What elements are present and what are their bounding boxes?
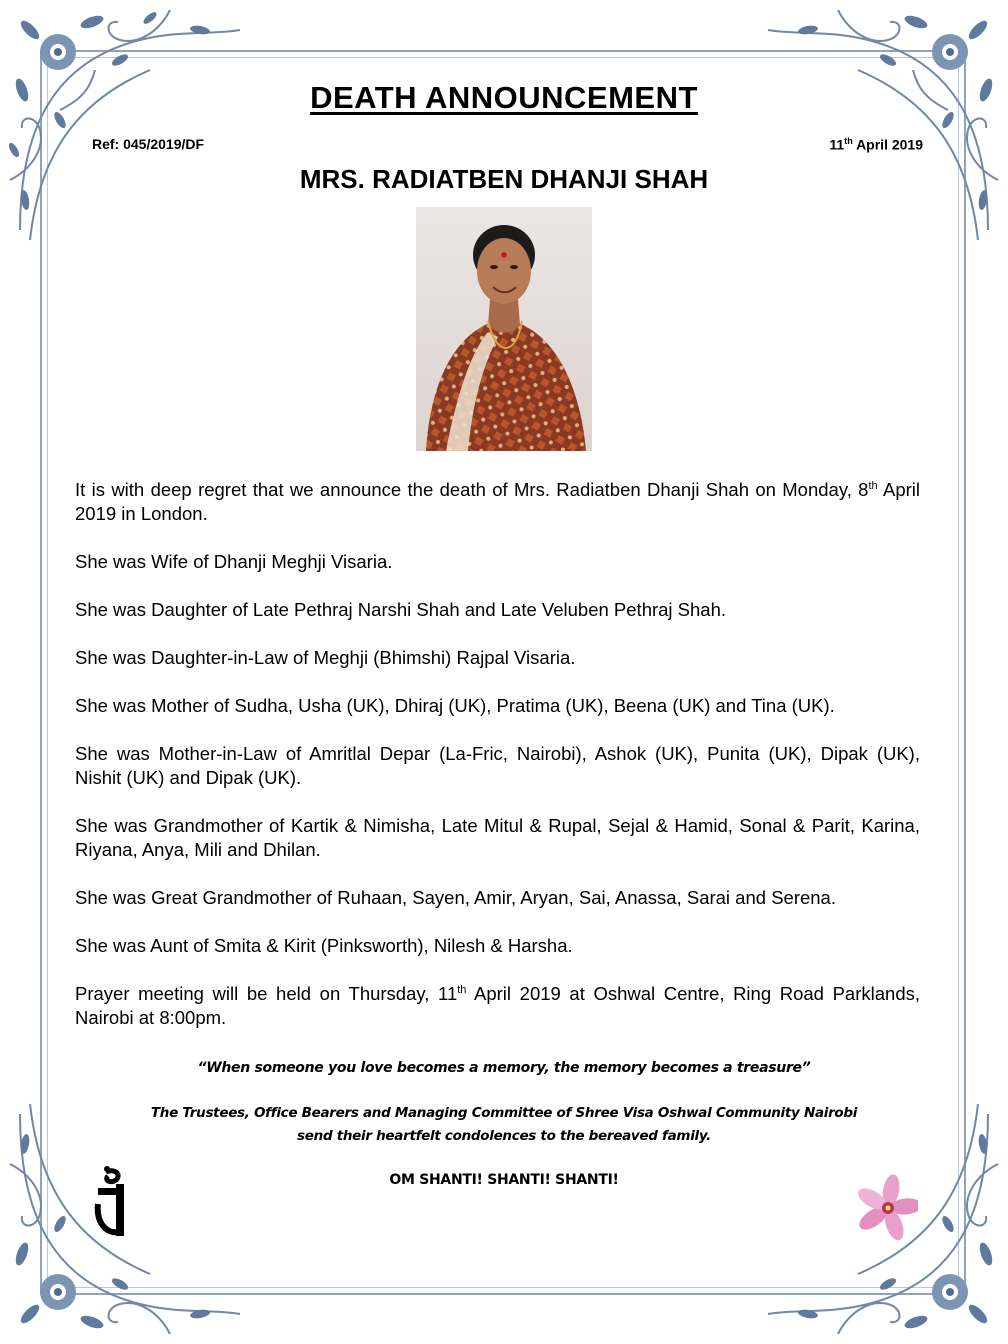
- prayer-meeting-paragraph: Prayer meeting will be held on Thursday, 11th April 2019 at Oshwal Centre, Ring Road Parklands, Nairobi at 8:00pm.: [75, 983, 920, 1028]
- relation-paragraph: She was Great Grandmother of Ruhaan, Sayen, Amir, Aryan, Sai, Anassa, Sarai and Serena.: [75, 887, 836, 908]
- orchid-flower-icon: [858, 1172, 918, 1242]
- om-symbol-icon: [92, 1166, 134, 1238]
- floral-corner-ornament: [758, 0, 1008, 250]
- condolence-message: [0, 1102, 1008, 1148]
- condolence-line: send their heartfelt condolences to the bereaved family.: [297, 1128, 711, 1144]
- relation-paragraph: She was Wife of Dhanji Meghji Visaria.: [75, 551, 393, 572]
- reference-number: Ref: 045/2019/DF: [92, 136, 205, 152]
- announcement-date: 11th April 2019: [829, 136, 923, 153]
- relation-paragraph: She was Grandmother of Kartik & Nimisha, Late Mitul & Rupal, Sejal & Hamid, Sonal & Parit, Karina, Riyana, Anya, Mili and Dhilan.: [75, 815, 920, 860]
- relation-paragraph: She was Daughter of Late Pethraj Narshi Shah and Late Veluben Pethraj Shah.: [75, 599, 727, 620]
- om-shanti-text: OM SHANTI! SHANTI! SHANTI!: [389, 1172, 619, 1188]
- portrait-photo: [416, 207, 592, 451]
- death-notice-paragraph: It is with deep regret that we announce the death of Mrs. Radiatben Dhanji Shah on Monday, 8th April 2019 in London.: [75, 479, 920, 524]
- relation-paragraph: She was Mother-in-Law of Amritlal Depar (La-Fric, Nairobi), Ashok (UK), Punita (UK), Dipak (UK), Nishit (UK) and Dipak (UK).: [75, 743, 920, 788]
- relation-paragraph: She was Daughter-in-Law of Meghji (Bhimshi) Rajpal Visaria.: [75, 647, 576, 668]
- page-title: DEATH ANNOUNCEMENT: [310, 80, 698, 115]
- relation-paragraph: She was Mother of Sudha, Usha (UK), Dhiraj (UK), Pratima (UK), Beena (UK) and Tina (UK).: [75, 695, 835, 716]
- announcement-body: [75, 478, 920, 1054]
- relation-paragraph: She was Aunt of Smita & Kirit (Pinksworth), Nilesh & Harsha.: [75, 935, 573, 956]
- memorial-quote: “When someone you love becomes a memory, the memory becomes a treasure”: [197, 1060, 811, 1076]
- condolence-line: The Trustees, Office Bearers and Managing Committee of Shree Visa Oshwal Community Nairobi: [150, 1105, 858, 1121]
- floral-corner-ornament: [0, 0, 250, 250]
- deceased-name: MRS. RADIATBEN DHANJI SHAH: [299, 164, 709, 194]
